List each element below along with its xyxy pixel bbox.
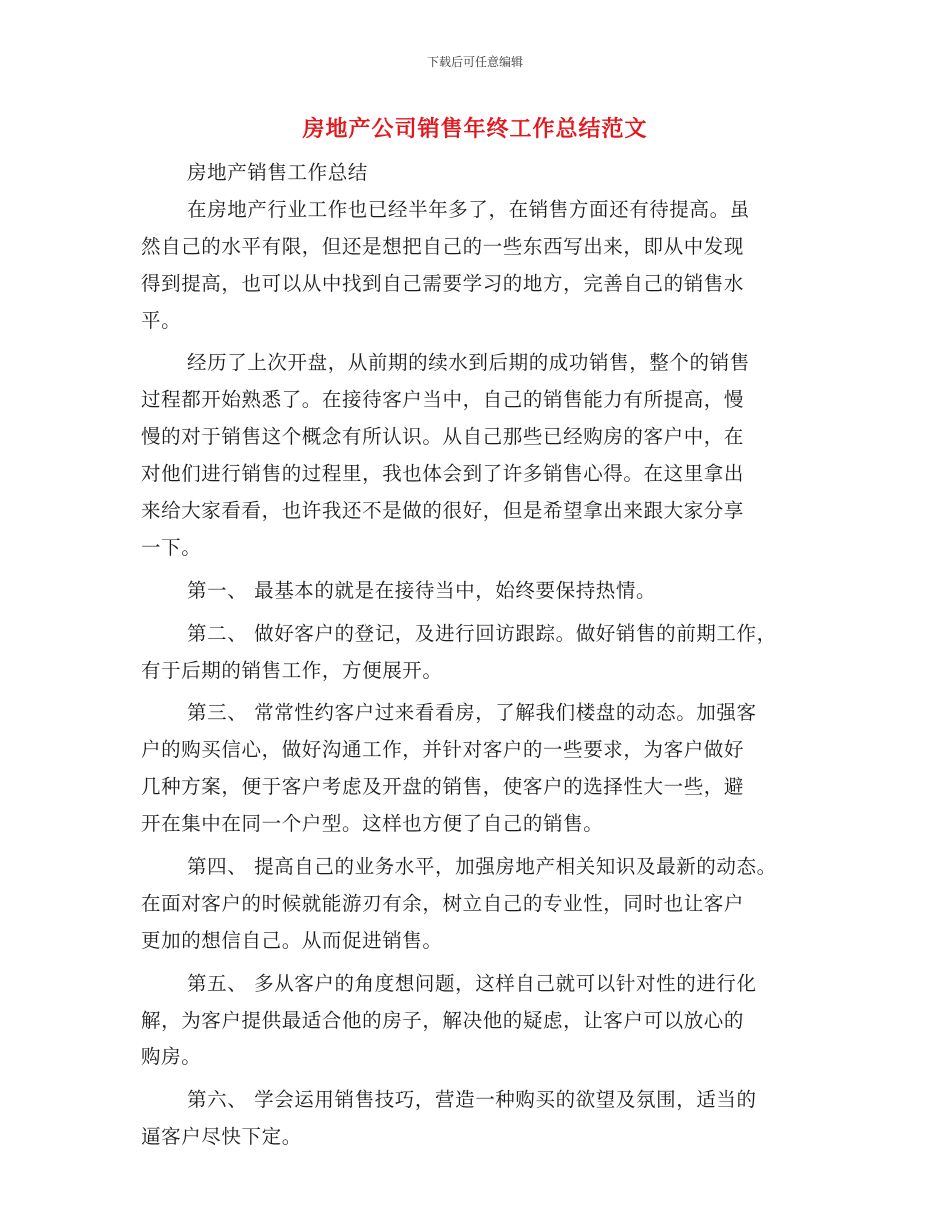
text-line: 一下。	[141, 535, 202, 559]
text-line: 在房地产行业工作也已经半年多了，在销售方面还有待提高。虽	[187, 197, 750, 221]
text-line: 户的购买信心，做好沟通工作，并针对客户的一些要求，为客户做好	[141, 738, 745, 762]
text-line: 解，为客户提供最适合他的房子，解决他的疑虑，让客户可以放心的	[141, 1008, 745, 1032]
text-line: 开在集中在同一个户型。这样也方便了自己的销售。	[141, 812, 604, 836]
text-line: 第五、 多从客户的角度想问题，这样自己就可以针对性的进行化	[187, 971, 757, 995]
text-line: 房地产销售工作总结	[187, 161, 368, 184]
text-line: 第六、 学会运用销售技巧，营造一种购买的欲望及氛围，适当的	[187, 1088, 757, 1112]
text-line: 慢的对于销售这个概念有所认识。从自己那些已经购房的客户中，在	[141, 425, 745, 449]
text-line: 购房。	[141, 1045, 202, 1069]
text-line: 更加的想信自己。从而促进销售。	[141, 928, 443, 952]
text-line: 在面对客户的时候就能游刃有余，树立自己的专业性，同时也让客户	[141, 891, 745, 915]
text-line: 第四、 提高自己的业务水平，加强房地产相关知识及最新的动态。	[187, 855, 777, 879]
text-line: 逼客户尽快下定。	[141, 1125, 302, 1149]
document-body	[141, 155, 821, 1156]
text-line: 有于后期的销售工作，方便展开。	[141, 658, 443, 682]
text-line: 几种方案，便于客户考虑及开盘的销售，使客户的选择性大一些，避	[141, 775, 745, 799]
text-line: 第二、 做好客户的登记，及进行回访跟踪。做好销售的前期工作，	[187, 621, 777, 645]
text-line: 对他们进行销售的过程里，我也体会到了许多销售心得。在这里拿出	[141, 462, 745, 486]
text-line: 然自己的水平有限，但还是想把自己的一些东西写出来，即从中发现	[141, 234, 745, 258]
text-line: 第一、 最基本的就是在接待当中，始终要保持热情。	[187, 578, 657, 602]
text-line: 第三、 常常性约客户过来看看房，了解我们楼盘的动态。加强客	[187, 701, 757, 725]
text-line: 来给大家看看，也许我还不是做的很好，但是希望拿出来跟大家分享	[141, 499, 745, 523]
text-line: 得到提高，也可以从中找到自己需要学习的地方，完善自己的销售水	[141, 271, 745, 295]
document-title: 房地产公司销售年终工作总结范文	[302, 116, 648, 142]
text-line: 过程都开始熟悉了。在接待客户当中，自己的销售能力有所提高，慢	[141, 388, 745, 412]
text-line: 经历了上次开盘，从前期的续水到后期的成功销售，整个的销售	[187, 351, 750, 375]
text-line: 平。	[141, 308, 182, 332]
header-note: 下载后可任意编辑	[426, 55, 523, 69]
